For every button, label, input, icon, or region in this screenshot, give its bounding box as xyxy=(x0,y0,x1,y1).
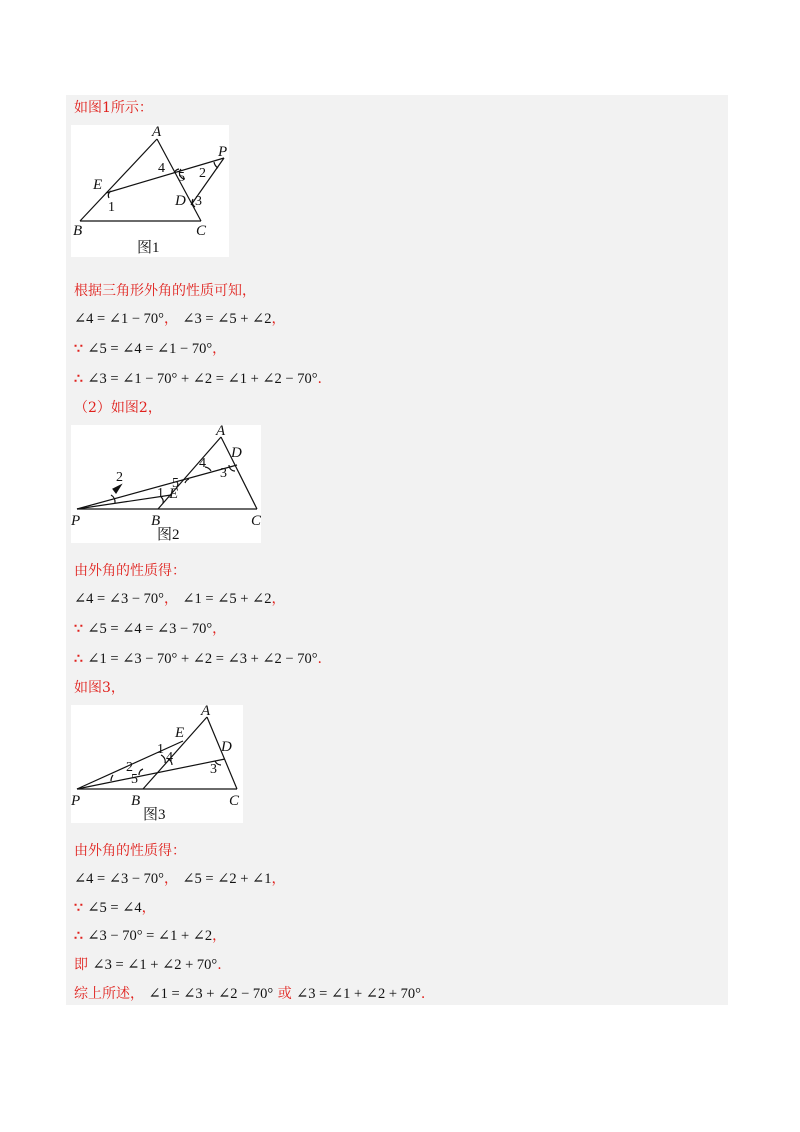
math-line: ∠4 = ∠3 − 70°， ∠5 = ∠2 + ∠1， xyxy=(74,871,286,887)
line-ab xyxy=(80,139,157,221)
text-line: 根据三角形外角的性质可知， xyxy=(74,283,256,299)
figure-3 xyxy=(71,705,243,823)
text-line: 由外角的性质得： xyxy=(74,843,186,859)
angle-arc-5 xyxy=(139,769,143,775)
math-line: 即 ∠3 = ∠1 + ∠2 + 70°. xyxy=(74,957,222,973)
figure-1 xyxy=(71,125,229,257)
angle-arc-2 xyxy=(214,162,218,168)
point-b-label: B xyxy=(73,223,83,239)
arrow-marker xyxy=(113,485,121,493)
point-e-label: E xyxy=(175,725,185,741)
point-b-label: B xyxy=(131,793,141,809)
line-pd xyxy=(77,759,225,789)
text-line: （2）如图2， xyxy=(74,400,162,416)
point-d-label: D xyxy=(175,193,186,209)
figure-caption: 图2 xyxy=(157,527,180,543)
math-line: ∠4 = ∠1 − 70°， ∠3 = ∠5 + ∠2， xyxy=(74,311,286,327)
figure-caption: 图1 xyxy=(137,240,160,256)
point-p-label: P xyxy=(71,793,81,809)
angle-3-label: 3 xyxy=(210,762,217,777)
point-a-label: A xyxy=(201,705,211,719)
point-b-label: B xyxy=(151,513,161,529)
text-line: 由外角的性质得： xyxy=(74,563,186,579)
point-c-label: C xyxy=(196,223,207,239)
point-p-label: P xyxy=(71,513,81,529)
angle-2-label: 2 xyxy=(116,470,123,485)
point-d-label: D xyxy=(231,445,242,461)
math-line: ∵ ∠5 = ∠4， xyxy=(74,900,156,916)
point-a-label: A xyxy=(216,425,226,439)
angle-5-label: 5 xyxy=(178,170,185,185)
angle-5-label: 5 xyxy=(172,476,179,491)
point-p-label: P xyxy=(218,144,228,160)
figure-2 xyxy=(71,425,261,543)
angle-1-label: 1 xyxy=(157,742,164,757)
math-line: ∵ ∠5 = ∠4 = ∠1 − 70°， xyxy=(74,341,227,357)
angle-3-label: 3 xyxy=(195,194,202,209)
angle-2-label: 2 xyxy=(126,760,133,775)
text-line: 如图3， xyxy=(74,680,125,696)
math-line: 综上所述， ∠1 = ∠3 + ∠2 − 70° 或 ∠3 = ∠1 + ∠2 + 70°. xyxy=(74,986,426,1002)
angle-1-label: 1 xyxy=(108,200,115,215)
point-a-label: A xyxy=(152,125,162,140)
math-line: ∴ ∠3 − 70° = ∠1 + ∠2， xyxy=(74,928,227,944)
point-d-label: D xyxy=(221,739,232,755)
figure-caption: 图3 xyxy=(143,807,166,823)
point-c-label: C xyxy=(229,793,240,809)
angle-4-label: 4 xyxy=(199,456,206,471)
solution-panel xyxy=(66,95,728,1005)
angle-2-label: 2 xyxy=(199,166,206,181)
angle-arc-2 xyxy=(111,775,113,781)
point-e-label: E xyxy=(169,486,179,502)
angle-4-label: 4 xyxy=(158,161,165,176)
line-ep xyxy=(106,158,224,193)
angle-5-label: 5 xyxy=(131,772,138,787)
math-line: ∴ ∠3 = ∠1 − 70° + ∠2 = ∠1 + ∠2 − 70°. xyxy=(74,371,322,387)
angle-1-label: 1 xyxy=(157,486,164,501)
angle-3-label: 3 xyxy=(220,466,227,481)
math-line: ∵ ∠5 = ∠4 = ∠3 − 70°， xyxy=(74,621,227,637)
math-line: ∠4 = ∠3 − 70°， ∠1 = ∠5 + ∠2， xyxy=(74,591,286,607)
angle-4-label: 4 xyxy=(166,750,173,765)
point-c-label: C xyxy=(251,513,261,529)
text-line: 如图1所示： xyxy=(74,100,153,116)
point-e-label: E xyxy=(93,177,103,193)
math-line: ∴ ∠1 = ∠3 − 70° + ∠2 = ∠3 + ∠2 − 70°. xyxy=(74,651,322,667)
line-ba xyxy=(158,437,221,509)
